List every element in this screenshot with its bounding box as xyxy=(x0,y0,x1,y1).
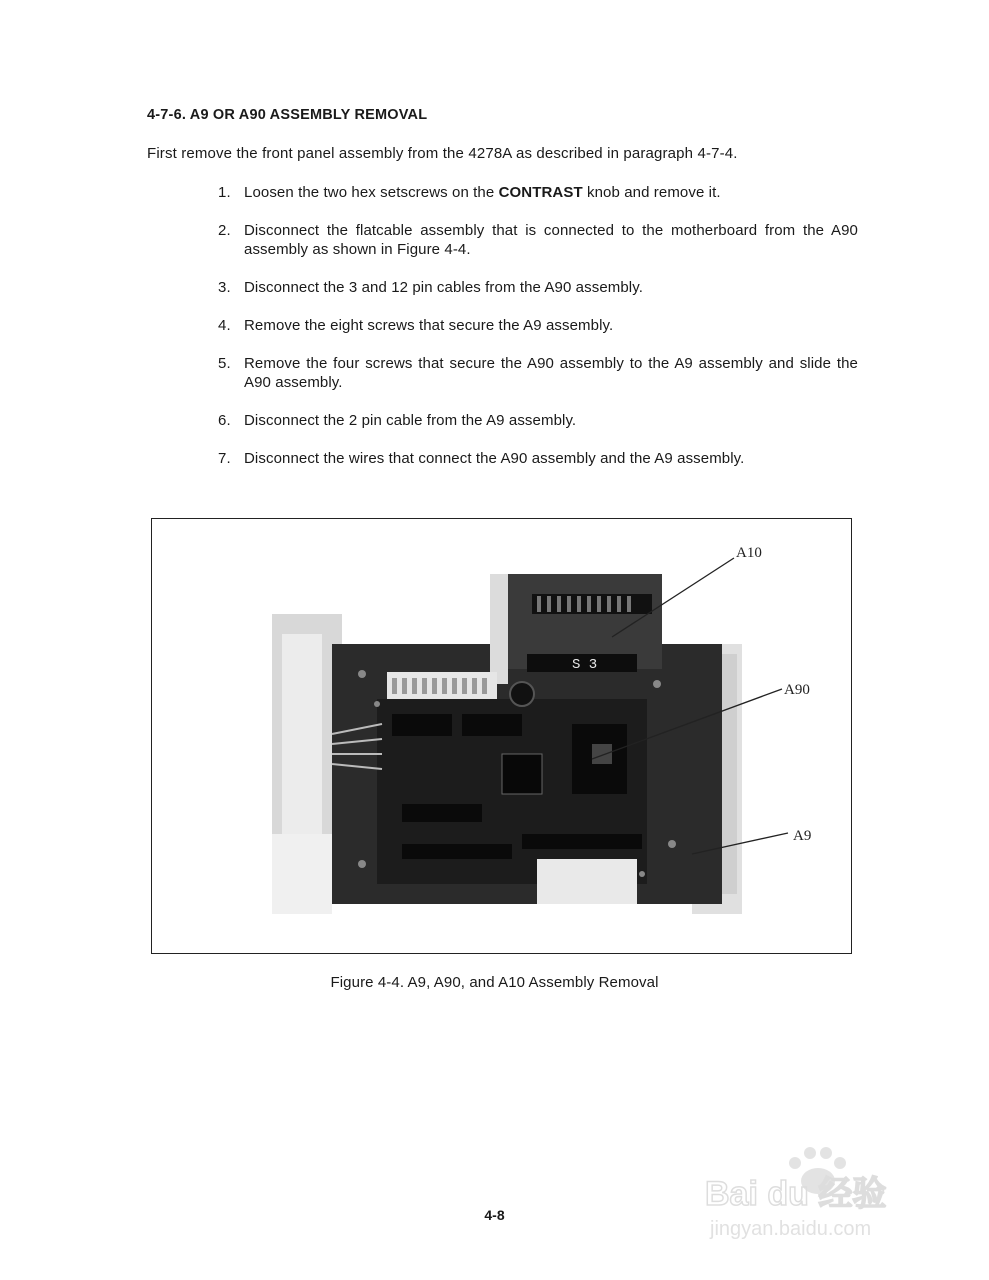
step-1 xyxy=(218,183,858,202)
baidu-watermark xyxy=(700,1135,940,1245)
procedure-steps xyxy=(218,183,858,487)
watermark-url: jingyan.baidu.com xyxy=(710,1218,872,1240)
step-number: 7. xyxy=(218,450,231,467)
watermark-logo: Bai du 经验 xyxy=(705,1175,887,1213)
step-4 xyxy=(218,316,858,335)
step-7 xyxy=(218,449,858,468)
page-number: 4-8 xyxy=(484,1207,505,1223)
step-text: Remove the four screws that secure the A90 assembly to the A9 assembly and slide the A90 assembly. xyxy=(244,355,858,391)
callout-a10: A10 xyxy=(736,545,762,561)
callout-a9: A9 xyxy=(793,828,812,844)
step-text: knob and remove it. xyxy=(582,184,721,201)
section-heading: 4-7-6. A9 OR A90 ASSEMBLY REMOVAL xyxy=(147,107,428,123)
callout-a90: A90 xyxy=(784,682,810,698)
contrast-label: CONTRAST xyxy=(498,184,583,201)
step-text: Remove the eight screws that secure the A9 assembly. xyxy=(244,317,614,334)
step-text: Disconnect the 3 and 12 pin cables from the A90 assembly. xyxy=(244,279,643,296)
step-number: 4. xyxy=(218,317,231,334)
step-number: 1. xyxy=(218,184,231,201)
step-number: 6. xyxy=(218,412,231,429)
step-3 xyxy=(218,278,858,297)
step-text: Disconnect the wires that connect the A90 assembly and the A9 assembly. xyxy=(244,450,745,467)
step-text: Loosen the two hex setscrews on the xyxy=(244,184,499,201)
step-text: Disconnect the flatcable assembly that is connected to the motherboard from the A90 assembly as shown in Figure 4-4. xyxy=(244,222,858,258)
step-number: 2. xyxy=(218,222,231,239)
step-number: 5. xyxy=(218,355,231,372)
step-6 xyxy=(218,411,858,430)
board-marking: S 3 xyxy=(572,657,598,673)
step-number: 3. xyxy=(218,279,231,296)
circuit-board-photo xyxy=(272,574,742,914)
intro-paragraph: First remove the front panel assembly from the 4278A as described in paragraph 4-7-4. xyxy=(147,145,738,162)
step-text: Disconnect the 2 pin cable from the A9 assembly. xyxy=(244,412,577,429)
figure-caption: Figure 4-4. A9, A90, and A10 Assembly Removal xyxy=(330,974,659,991)
figure-frame xyxy=(151,518,852,954)
step-5 xyxy=(218,354,858,392)
step-2 xyxy=(218,221,858,259)
